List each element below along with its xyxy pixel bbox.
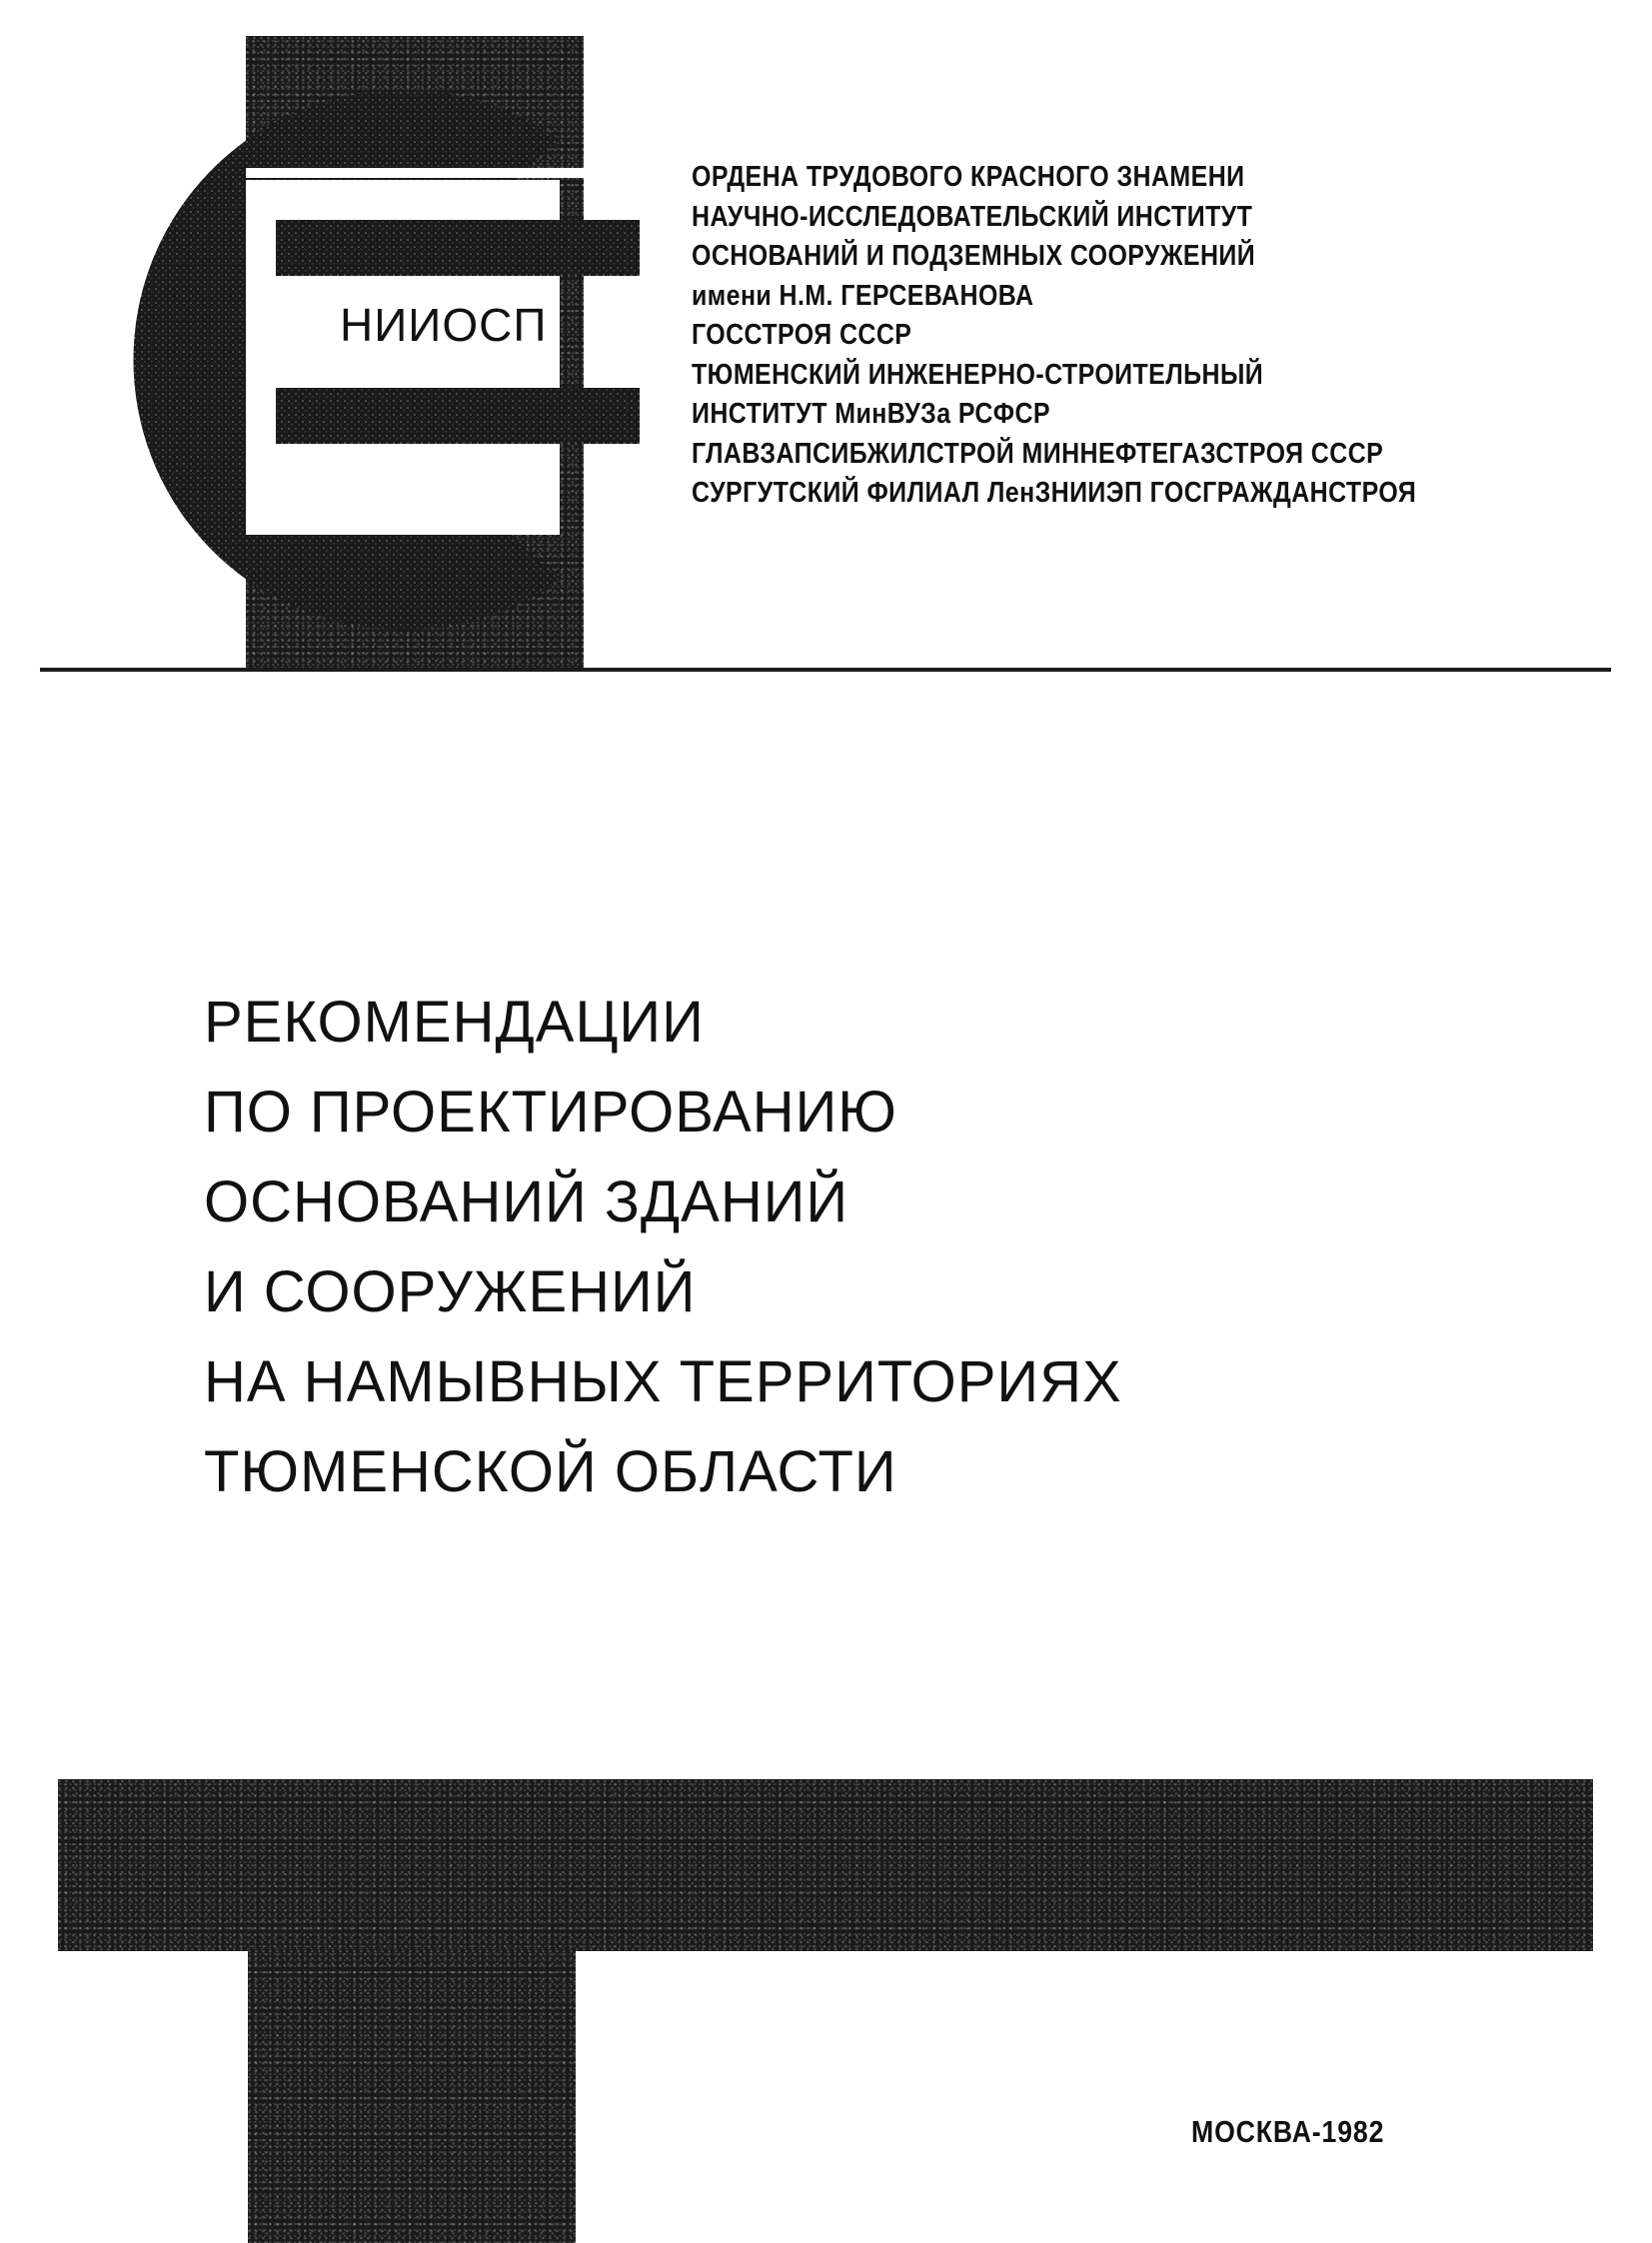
organization-line: ТЮМЕНСКИЙ ИНЖЕНЕРНО-СТРОИТЕЛЬНЫЙ <box>692 358 1264 391</box>
title-line: НА НАМЫВНЫХ ТЕРРИТОРИЯХ <box>204 1349 1122 1414</box>
publication-imprint: МОСКВА-1982 <box>1191 2114 1385 2149</box>
organization-list <box>692 158 1416 514</box>
title-line: И СООРУЖЕНИЙ <box>204 1259 697 1324</box>
organization-line: имени Н.М. ГЕРСЕВАНОВА <box>692 279 1034 312</box>
organization-line: ГОССТРОЯ СССР <box>692 319 912 351</box>
horizontal-divider <box>40 668 1611 672</box>
title-line: ОСНОВАНИЙ ЗДАНИЙ <box>204 1169 849 1234</box>
emblem-upper-bar <box>276 220 640 276</box>
bottom-decorative-stem <box>248 1949 576 2243</box>
bottom-decorative-bar <box>58 1779 1593 1951</box>
organization-line: ОСНОВАНИЙ И ПОДЗЕМНЫХ СООРУЖЕНИЙ <box>692 240 1256 272</box>
title-line: РЕКОМЕНДАЦИИ <box>204 990 705 1055</box>
organization-line: ИНСТИТУТ МинВУЗа РСФСР <box>692 398 1050 430</box>
niiosp-emblem <box>0 0 700 680</box>
organization-line: ГЛАВЗАПСИБЖИЛСТРОЙ МИННЕФТЕГАЗСТРОЯ СССР <box>692 437 1384 470</box>
title-line: ПО ПРОЕКТИРОВАНИЮ <box>204 1080 897 1144</box>
organization-line: СУРГУТСКИЙ ФИЛИАЛ ЛенЗНИИЭП ГОСГРАЖДАНСТРОЯ <box>692 477 1417 509</box>
organization-line: НАУЧНО-ИССЛЕДОВАТЕЛЬСКИЙ ИНСТИТУТ <box>692 200 1253 233</box>
organization-line: ОРДЕНА ТРУДОВОГО КРАСНОГО ЗНАМЕНИ <box>692 161 1245 193</box>
emblem-label: НИИОСП <box>340 299 548 351</box>
emblem-lower-bar <box>276 388 640 444</box>
title-line: ТЮМЕНСКОЙ ОБЛАСТИ <box>204 1439 897 1504</box>
document-title <box>204 978 1122 1517</box>
